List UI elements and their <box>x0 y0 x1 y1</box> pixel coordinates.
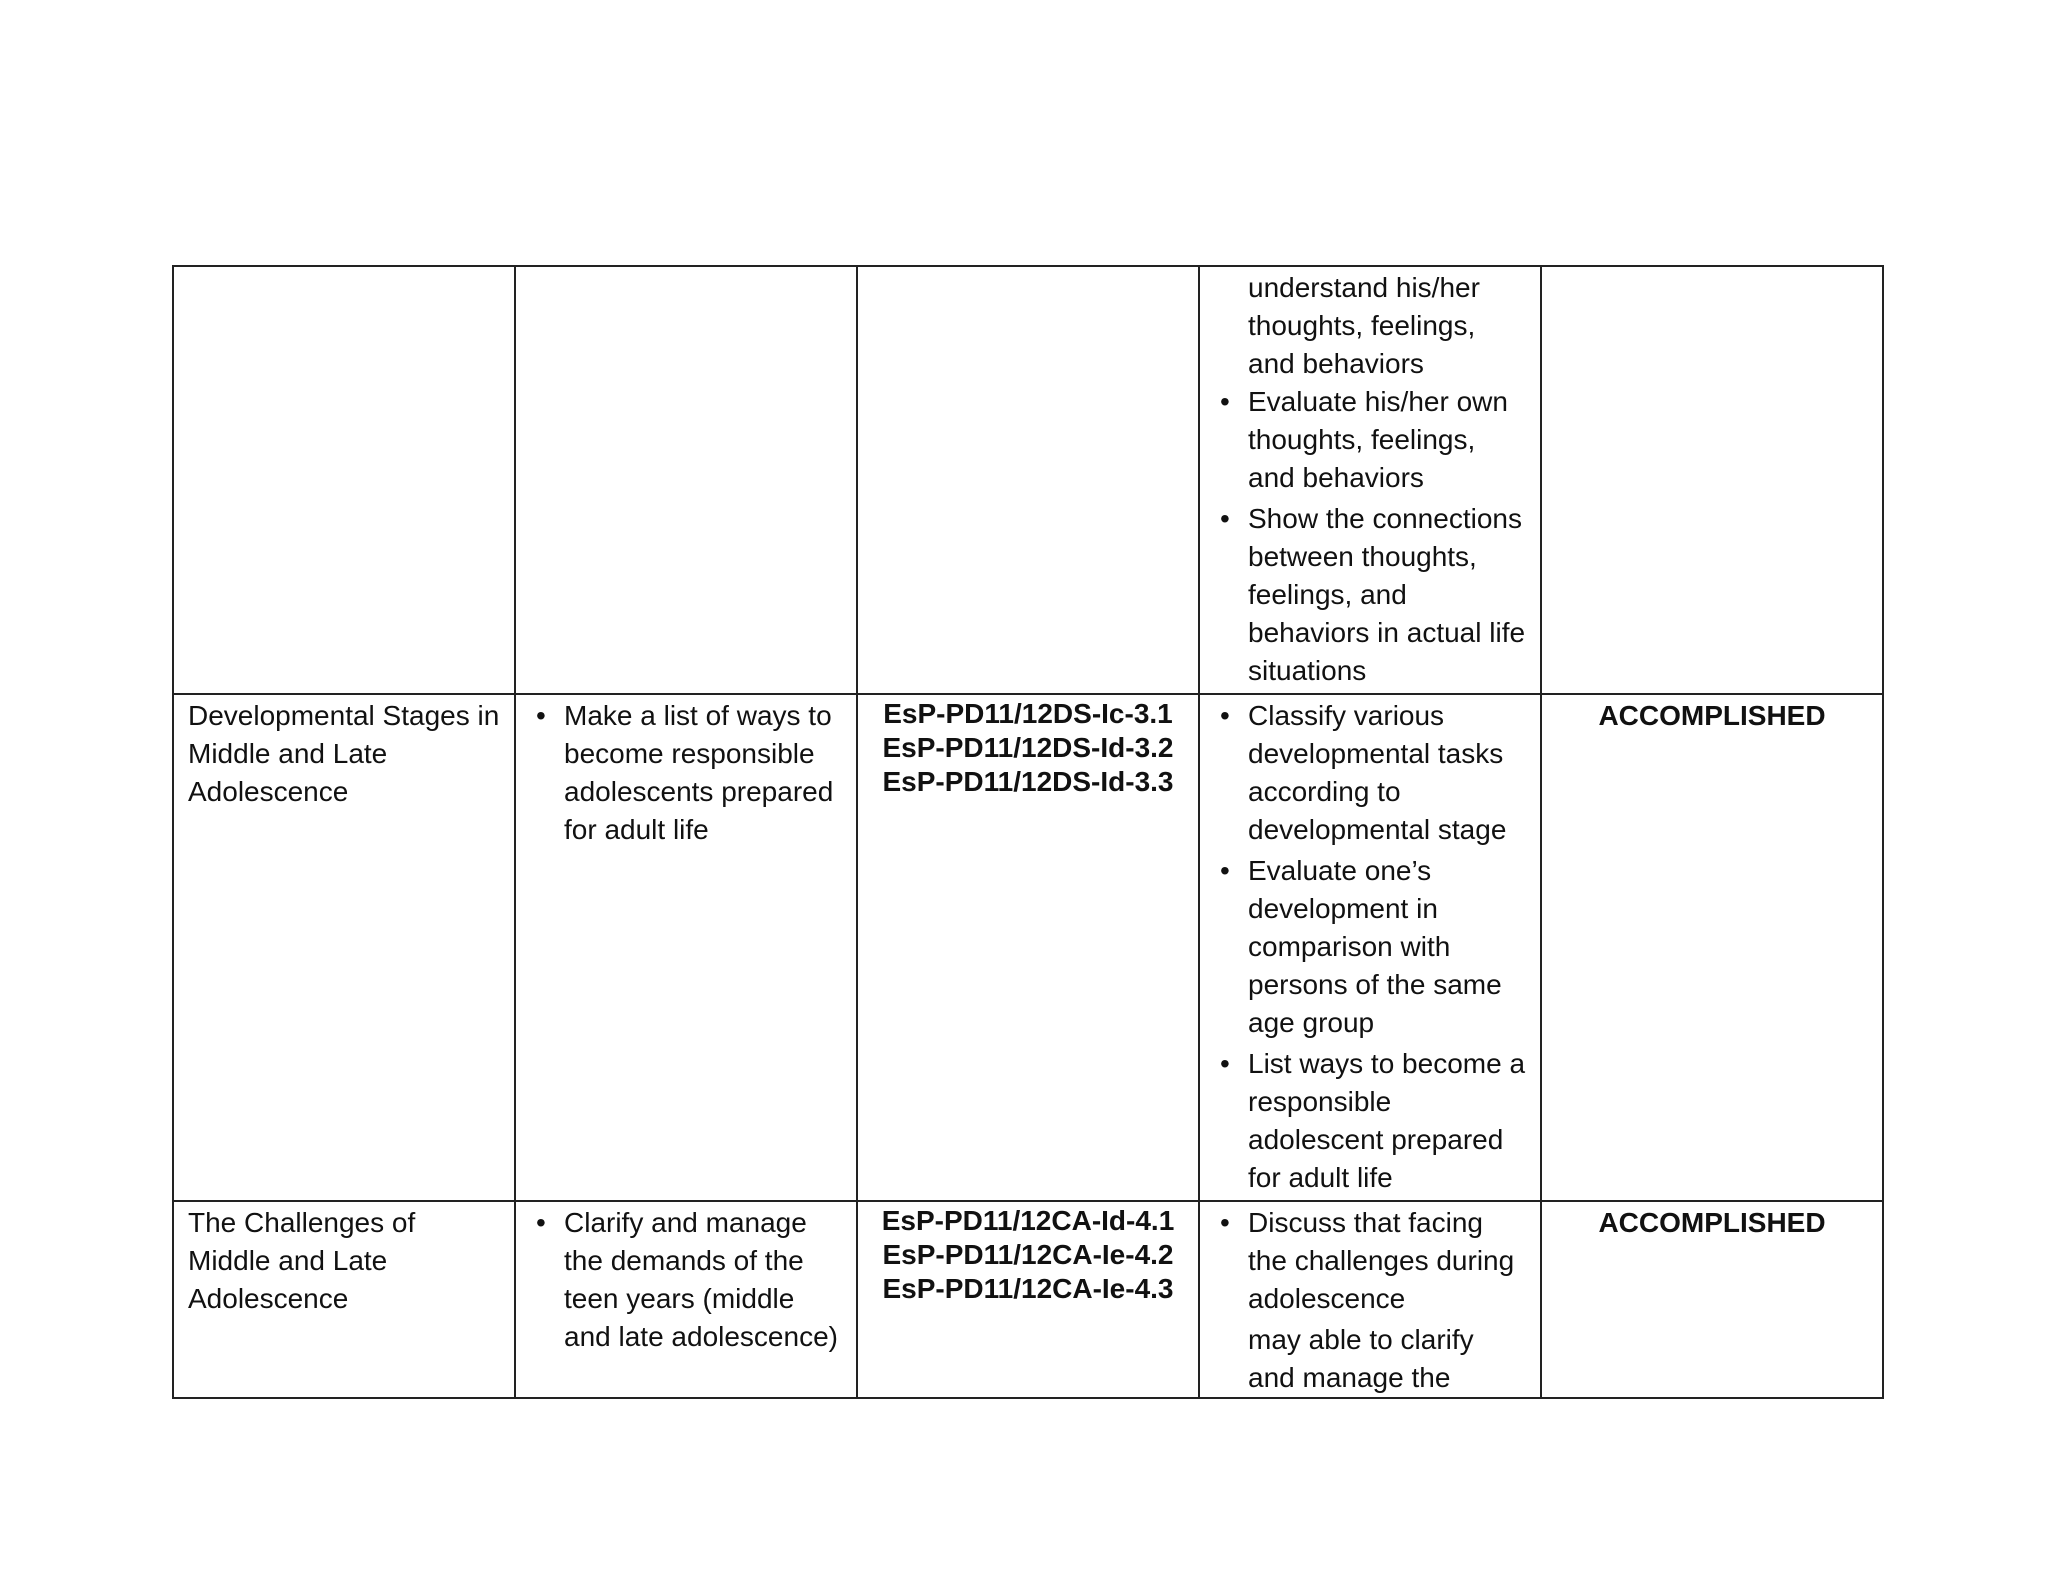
competency-code: EsP-PD11/12DS-Id-3.3 <box>882 766 1174 797</box>
list-item: • List ways to become a responsible adolescent prepared for adult life <box>1214 1045 1526 1197</box>
list-item: • Evaluate one’s development in comparison with persons of the same age group <box>1214 852 1526 1042</box>
status-cell <box>1541 694 1883 1201</box>
competency-code: EsP-PD11/12CA-Ie-4.2 <box>882 1239 1174 1270</box>
objective-trailing-text: may able to clarify and manage the <box>1248 1324 1474 1393</box>
status-label: ACCOMPLISHED <box>1598 1207 1826 1238</box>
competency-code: EsP-PD11/12CA-Ie-4.3 <box>882 1273 1174 1304</box>
objective-list <box>1214 383 1526 690</box>
performance-cell <box>515 1201 857 1398</box>
topic-title: Developmental Stages in Middle and Late Adolescence <box>188 700 500 807</box>
competency-code: EsP-PD11/12DS-Id-3.2 <box>882 732 1174 763</box>
table-row <box>173 1201 1883 1398</box>
status-cell <box>1541 266 1883 694</box>
performance-list <box>530 697 842 849</box>
list-item: • Discuss that facing the challenges during adolescence <box>1214 1204 1526 1318</box>
topic-cell <box>173 1201 515 1398</box>
list-item: • Show the connections between thoughts, feelings, and behaviors in actual life situations <box>1214 500 1526 690</box>
status-cell <box>1541 1201 1883 1398</box>
topic-title: The Challenges of Middle and Late Adolescence <box>188 1207 416 1314</box>
objectives-cell <box>1199 266 1541 694</box>
list-item: • Make a list of ways to become responsible adolescents prepared for adult life <box>530 697 842 849</box>
table-row <box>173 694 1883 1201</box>
objective-list <box>1214 697 1526 1197</box>
objectives-cell <box>1199 1201 1541 1398</box>
list-item: • Classify various developmental tasks according to developmental stage <box>1214 697 1526 849</box>
topic-cell <box>173 266 515 694</box>
status-label: ACCOMPLISHED <box>1598 700 1826 731</box>
curriculum-table <box>172 265 1884 1399</box>
performance-cell <box>515 266 857 694</box>
objectives-cell <box>1199 694 1541 1201</box>
codes-cell <box>857 266 1199 694</box>
codes-cell <box>857 1201 1199 1398</box>
performance-cell <box>515 694 857 1201</box>
competency-code: EsP-PD11/12CA-Id-4.1 <box>881 1205 1175 1236</box>
list-item: • Evaluate his/her own thoughts, feelings, and behaviors <box>1214 383 1526 497</box>
objective-continuation: understand his/her thoughts, feelings, and behaviors <box>1248 272 1480 379</box>
list-item: • Clarify and manage the demands of the teen years (middle and late adolescence) <box>530 1204 842 1356</box>
codes-cell <box>857 694 1199 1201</box>
objective-list <box>1214 1204 1526 1318</box>
table-row <box>173 266 1883 694</box>
performance-list <box>530 1204 842 1356</box>
competency-code: EsP-PD11/12DS-Ic-3.1 <box>883 698 1173 729</box>
topic-cell <box>173 694 515 1201</box>
